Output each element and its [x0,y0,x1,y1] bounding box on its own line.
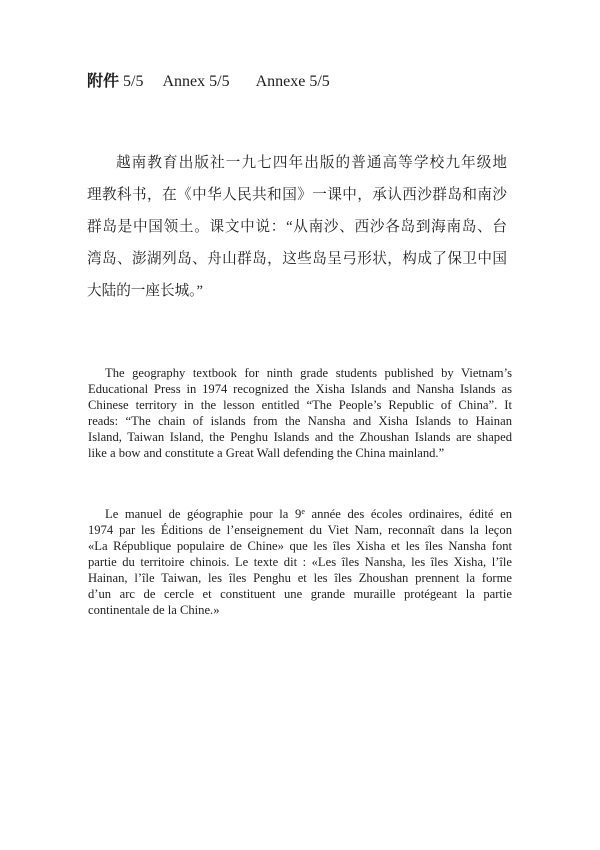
paragraph-line: 群岛是中国领土。课文中说：“从南沙、西沙各岛到海南岛、台 [87,219,507,235]
paragraph-line: partie du territoire chinois. Le texte dit : «Les îles Nansha, les îles Xisha, l’île [88,555,512,569]
paragraph-line-text: année des écoles ordinaires, édité en [304,507,512,521]
attachment-label-zh: 附件 [87,73,120,90]
paragraph-line: 1974 par les Éditions de l’enseignement du Viet Nam, reconnaît dans la leçon [88,523,512,537]
paragraph-line [88,506,512,522]
paragraph-line: Chinese territory in the lesson entitled “The People’s Republic of China”. It [88,398,512,412]
annex-label-fr: Annexe 5/5 [255,73,330,90]
paragraph-line: «La République populaire de Chine» que les îles Xisha et les îles Nansha font [88,539,512,553]
paragraph-line: 湾岛、澎湖列岛、舟山群岛，这些岛呈弓形状，构成了保卫中国 [87,251,507,267]
paragraph-line: d’un arc de cercle et constituent une grande muraille protégeant la partie [88,587,512,601]
paragraph-line: continentale de la Chine.» [88,603,220,617]
paragraph-line: like a bow and constitute a Great Wall defending the China mainland.” [88,446,445,460]
english-paragraph [88,365,512,461]
paragraph-line-text: Le manuel de géographie pour la 9 [105,507,302,521]
paragraph-line: The geography textbook for ninth grade students published by Vietnam’s [105,366,512,380]
chinese-paragraph [87,147,507,307]
annex-label-en: Annex 5/5 [162,73,230,90]
paragraph-line: Hainan, l’île Taiwan, les îles Penghu et les îles Zhoushan prennent la forme [88,571,512,585]
paragraph-line: reads: “The chain of islands from the Nansha and Xisha Islands to Hainan [88,414,512,428]
paragraph-line: Island, Taiwan Island, the Penghu Islands and the Zhoushan Islands are shaped [88,430,512,444]
attachment-number: 5/5 [123,73,144,90]
attachment-header [87,71,330,93]
paragraph-line: 大陆的一座长城。” [87,283,203,299]
paragraph-line: 越南教育出版社一九七四年出版的普通高等学校九年级地 [116,155,507,171]
paragraph-line: Educational Press in 1974 recognized the Xisha Islands and Nansha Islands as [88,382,512,396]
paragraph-line: 理教科书，在《中华人民共和国》一课中，承认西沙群岛和南沙 [87,187,507,203]
french-paragraph [88,506,512,618]
superscript-e: e [301,507,305,516]
